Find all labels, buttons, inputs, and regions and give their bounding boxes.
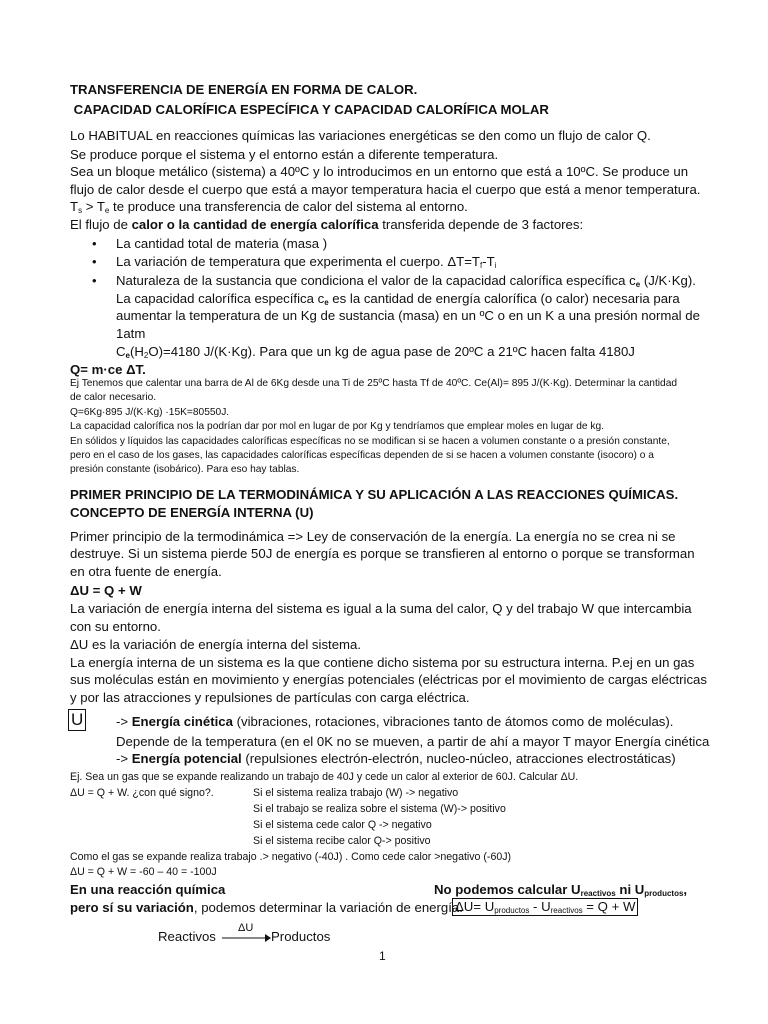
bullet-icon: • (92, 273, 97, 288)
section-title: TRANSFERENCIA DE ENERGÍA EN FORMA DE CALOR. (70, 82, 418, 97)
reaction-note: No podemos calcular $U_{reactivos}$ ni $U_{productos}$, (434, 882, 688, 898)
paragraph-line: sus moléculas están en movimiento y energías potenciales (eléctricas por el movimiento de cargas eléctricas (70, 672, 707, 687)
paragraph-line: Lo HABITUAL en reacciones químicas las variaciones energéticas se den como un flujo de calor Q. (70, 128, 651, 143)
paragraph-line: Depende de la temperatura (en el 0K no se mueven, a partir de ahí a mayor T mayor Energía cinética (116, 734, 710, 749)
paragraph-line: flujo de calor desde el cuerpo que está a mayor temperatura hacia el cuerpo que está a menor temperatura. (70, 182, 701, 197)
paragraph-line: La variación de energía interna del sistema es igual a la suma del calor, Q y del trabajo W que intercambia (70, 601, 692, 616)
sign-rule: Si el sistema realiza trabajo (W) -> negativo (253, 787, 459, 799)
equation: ΔU = Q + W (70, 583, 142, 598)
paragraph-line: con su entorno. (70, 619, 161, 634)
delta-u-equation-box: $\Delta U= U_{productos} - U_{reactivos} = Q + W$ (452, 898, 638, 916)
paragraph-line: y por las atracciones y repulsiones de partículas con carga eléctrica. (70, 690, 470, 705)
products-label: Productos (271, 929, 331, 944)
paragraph-line: 1atm (116, 326, 146, 341)
small-text-line: La capacidad calorífica nos la podrían dar por mol en lugar de por Kg y tendríamos que emplear moles en lugar de kg. (70, 421, 605, 432)
section-subtitle: CAPACIDAD CALORÍFICA ESPECÍFICA Y CAPACIDAD CALORÍFICA MOLAR (70, 102, 549, 117)
reaction-arrow-icon (221, 932, 271, 944)
paragraph-line: El flujo de calor o la cantidad de energía calorífica transferida depende de 3 factores: (70, 217, 584, 232)
reaction-heading: En una reacción química (70, 882, 226, 897)
arrow-label: ΔU (238, 922, 254, 934)
energy-u-box: U (68, 709, 86, 731)
section-title: PRIMER PRINCIPIO DE LA TERMODINÁMICA Y SU APLICACIÓN A LAS REACCIONES QUÍMICAS. (70, 487, 679, 502)
small-text-line: Ej Tenemos que calentar una barra de Al de 6Kg desde una Ti de 25ºC hasta Tf de 40ºC. Ce(Al)= 895 J/(K·Kg). Determinar la cantidad (70, 378, 678, 389)
sign-rule: Si el sistema recibe calor Q-> positivo (253, 835, 431, 847)
paragraph-line: La capacidad calorífica específica $c_e$ es la cantidad de energía calorífica (o calor) necesaria para (116, 291, 680, 307)
bullet-item: La cantidad total de materia (masa ) (116, 236, 328, 251)
paragraph-line: destruye. Si un sistema pierde 50J de energía es porque se transfieren al entorno o porque se transforman (70, 546, 695, 561)
paragraph-line: pero sí su variación, podemos determinar la variación de energía. (70, 900, 463, 915)
section-subtitle: CONCEPTO DE ENERGÍA INTERNA (U) (70, 505, 314, 520)
small-text-line: pero en el caso de los gases, las capacidades caloríficas específicas dependen de si se hacen a volumen constante (isocoro) o a (70, 450, 654, 461)
paragraph-line: Se produce porque el sistema y el entorno están a diferente temperatura. (70, 147, 499, 162)
paragraph-line: Primer principio de la termodinámica => Ley de conservación de la energía. La energía no se crea ni se (70, 529, 676, 544)
paragraph-line: $T_s > T_e$ te produce una transferencia de calor del sistema al entorno. (70, 199, 468, 215)
small-text-line: Ej. Sea un gas que se expande realizando un trabajo de 40J y cede un calor al exterior de 60J. Calcular ΔU. (70, 771, 579, 783)
formula: Q= m·ce ΔT. (70, 362, 146, 377)
paragraph-line: La energía interna de un sistema es la que contiene dicho sistema por su estructura interna. P.ej en un gas (70, 655, 695, 670)
small-text-line: ΔU = Q + W = -60 – 40 = -100J (70, 866, 217, 878)
small-text-line: presión constante (isobárico). Para eso hay tablas. (70, 464, 300, 475)
paragraph-line: aumentar la temperatura de un Kg de sustancia (masa) en un ºC o en un K a una presión normal de (116, 308, 700, 323)
paragraph-line: en otra fuente de energía. (70, 564, 222, 579)
paragraph-line: ΔU es la variación de energía interna del sistema. (70, 637, 362, 652)
sign-rule: Si el trabajo se realiza sobre el sistema (W)-> positivo (253, 803, 506, 815)
paragraph-line: -> Energía cinética (vibraciones, rotaciones, vibraciones tanto de átomos como de moléculas). (116, 714, 674, 729)
bullet-item: La variación de temperatura que experimenta el cuerpo. $\Delta T=T_f-T_i$ (116, 254, 497, 270)
small-text-line: ΔU = Q + W. ¿con qué signo?. (70, 787, 214, 799)
small-text-line: de calor necesario. (70, 392, 157, 403)
paragraph-line: Sea un bloque metálico (sistema) a 40ºC y lo introducimos en un entorno que está a 10ºC. Se produce un (70, 164, 689, 179)
reactants-label: Reactivos (158, 929, 216, 944)
small-text-line: Como el gas se expande realiza trabajo .> negativo (-40J) . Como cede calor >negativo (-60J) (70, 851, 512, 863)
sign-rule: Si el sistema cede calor Q -> negativo (253, 819, 432, 831)
small-text-line: En sólidos y líquidos las capacidades caloríficas específicas no se modifican si se hacen a volumen constante o a presión constante, (70, 436, 670, 447)
bullet-icon: • (92, 254, 97, 269)
bullet-item: Naturaleza de la sustancia que condiciona el valor de la capacidad calorífica específica $c_e$ (J/K·Kg). (116, 273, 696, 289)
bullet-icon: • (92, 236, 97, 251)
small-text-line: Q=6Kg·895 J/(K·Kg) ·15K=80550J. (70, 407, 230, 418)
paragraph-line: -> Energía potencial (repulsiones electrón-electrón, nucleo-núcleo, atracciones electrostáticas) (116, 751, 676, 766)
paragraph-line: $C_e(H_2O)=4180$ J/(K·Kg). Para que un kg de agua pase de 20ºC a 21ºC hacen falta 4180J (116, 344, 635, 360)
page-number: 1 (379, 949, 386, 963)
